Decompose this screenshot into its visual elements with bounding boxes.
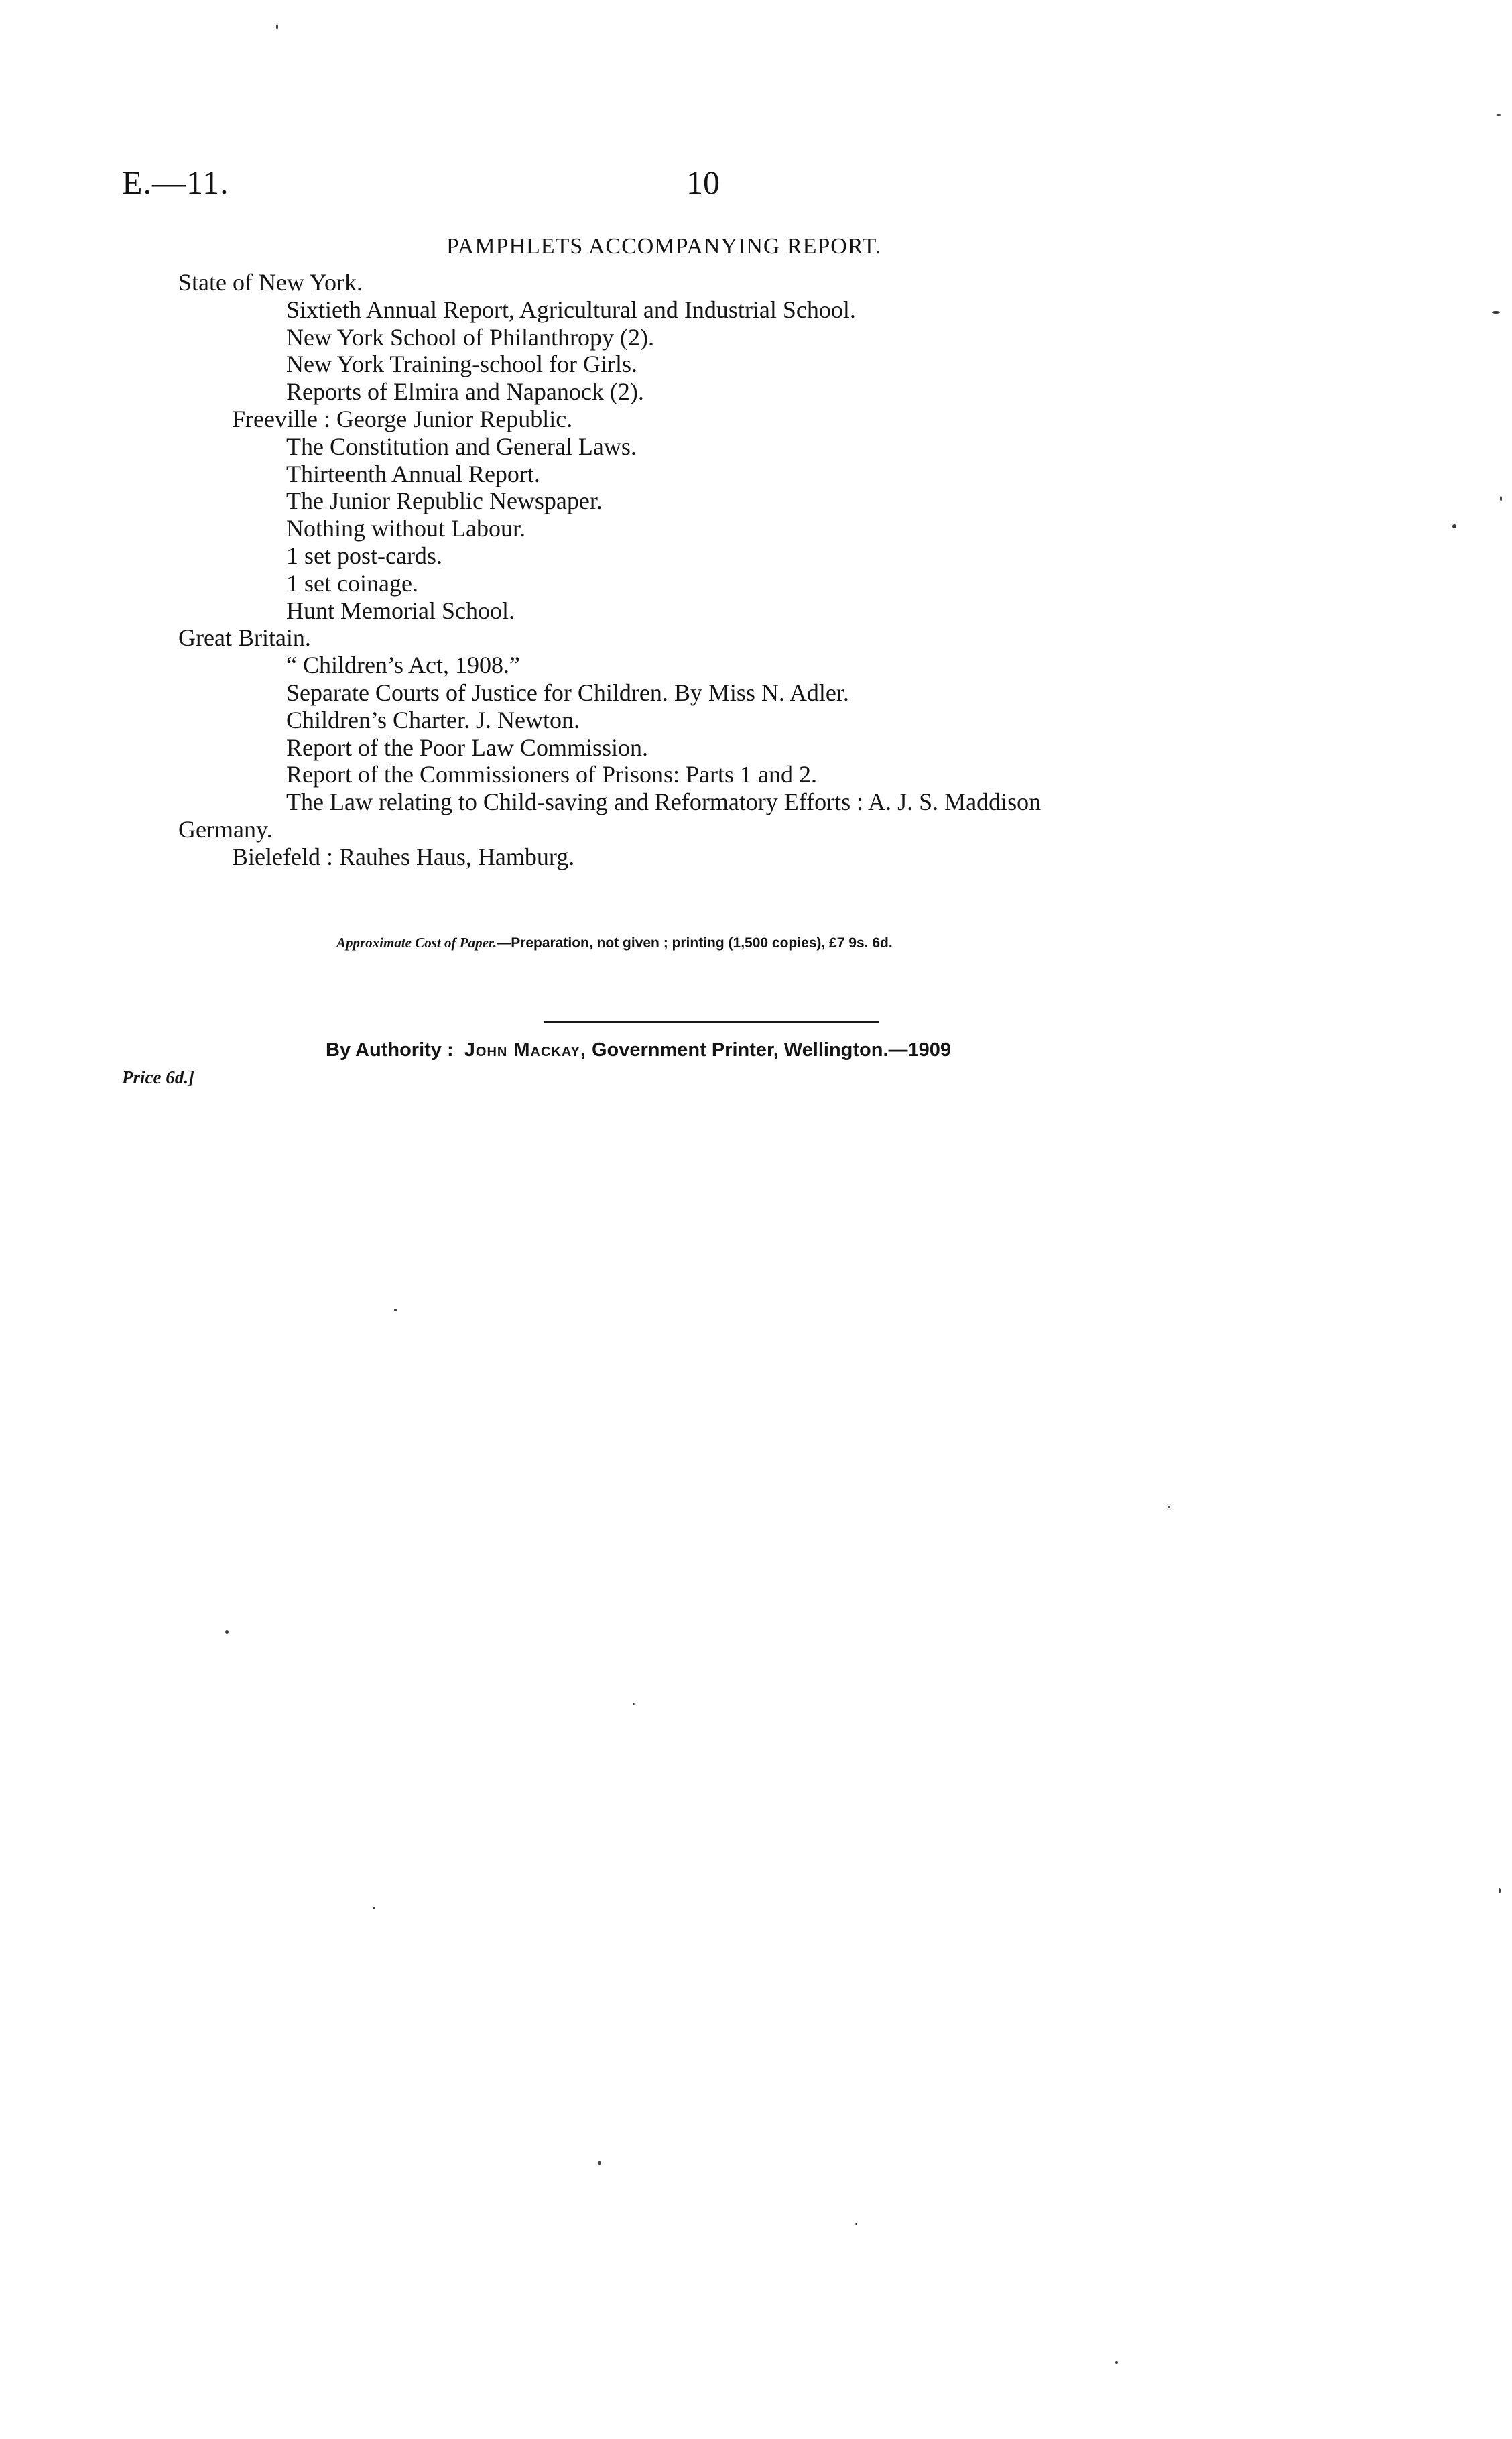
list-item: Children’s Charter. J. Newton.: [286, 706, 580, 733]
list-item-heading: State of New York.: [178, 269, 363, 296]
scan-speck: [1499, 1888, 1501, 1893]
imprint-printer: John Mackay,: [464, 1039, 586, 1061]
list-item: Thirteenth Annual Report.: [286, 460, 540, 487]
list-item-heading: Great Britain.: [178, 624, 311, 652]
scan-speck: [1452, 524, 1456, 528]
list-item: Sixtieth Annual Report, Agricultural and Industrial School.: [286, 296, 856, 323]
cost-note: [336, 933, 893, 953]
page-title: PAMPHLETS ACCOMPANYING REPORT.: [446, 234, 882, 259]
list-item: Report of the Commissioners of Prisons: Parts 1 and 2.: [286, 761, 817, 788]
list-item: New York School of Philanthropy (2).: [286, 323, 654, 351]
list-item: Nothing without Labour.: [286, 515, 525, 542]
list-item: Reports of Elmira and Napanock (2).: [286, 378, 644, 406]
scan-speck: [855, 2223, 857, 2225]
list-item-subheading: Freeville : George Junior Republic.: [232, 405, 573, 432]
scan-speck: [1168, 1506, 1170, 1508]
scan-speck: [373, 1907, 375, 1909]
scan-speck: [598, 2161, 601, 2165]
scan-speck: [633, 1703, 635, 1705]
page-number: 10: [686, 164, 720, 201]
list-item: The Junior Republic Newspaper.: [286, 487, 603, 515]
scan-speck: [1492, 311, 1500, 314]
scan-speck: [1496, 114, 1501, 116]
scan-speck: [394, 1309, 397, 1311]
list-item: New York Training-school for Girls.: [286, 351, 638, 378]
scan-speck: [225, 1630, 229, 1634]
scan-speck: [1500, 496, 1502, 501]
list-item: “ Children’s Act, 1908.”: [286, 652, 520, 679]
divider-rule: [544, 1021, 879, 1023]
list-item-subheading: Bielefeld : Rauhes Haus, Hamburg.: [232, 843, 575, 870]
list-item: Hunt Memorial School.: [286, 597, 515, 624]
imprint-suffix: Government Printer, Wellington.—1909: [591, 1039, 952, 1061]
list-item: Report of the Poor Law Commission.: [286, 733, 648, 761]
list-item: The Constitution and General Laws.: [286, 432, 637, 460]
imprint: [326, 1038, 951, 1062]
page-reference: E.—11.: [122, 164, 229, 201]
imprint-prefix: By Authority :: [326, 1039, 454, 1061]
cost-note-text: —Preparation, not given ; printing (1,500 copies), £7 9s. 6d.: [497, 935, 893, 951]
list-item: The Law relating to Child-saving and Reformatory Efforts : A. J. S. Maddison: [286, 788, 1042, 816]
cost-note-label: Approximate Cost of Paper.: [336, 935, 497, 951]
price-note: Price 6d.]: [122, 1067, 194, 1087]
list-item: 1 set post-cards.: [286, 542, 442, 569]
pamphlet-list: [0, 269, 1512, 871]
scan-speck: [1115, 2361, 1118, 2364]
list-item: 1 set coinage.: [286, 569, 418, 597]
list-item: Separate Courts of Justice for Children. By Miss N. Adler.: [286, 678, 849, 706]
list-item-heading: Germany.: [178, 815, 273, 843]
scan-speck: [276, 24, 278, 29]
